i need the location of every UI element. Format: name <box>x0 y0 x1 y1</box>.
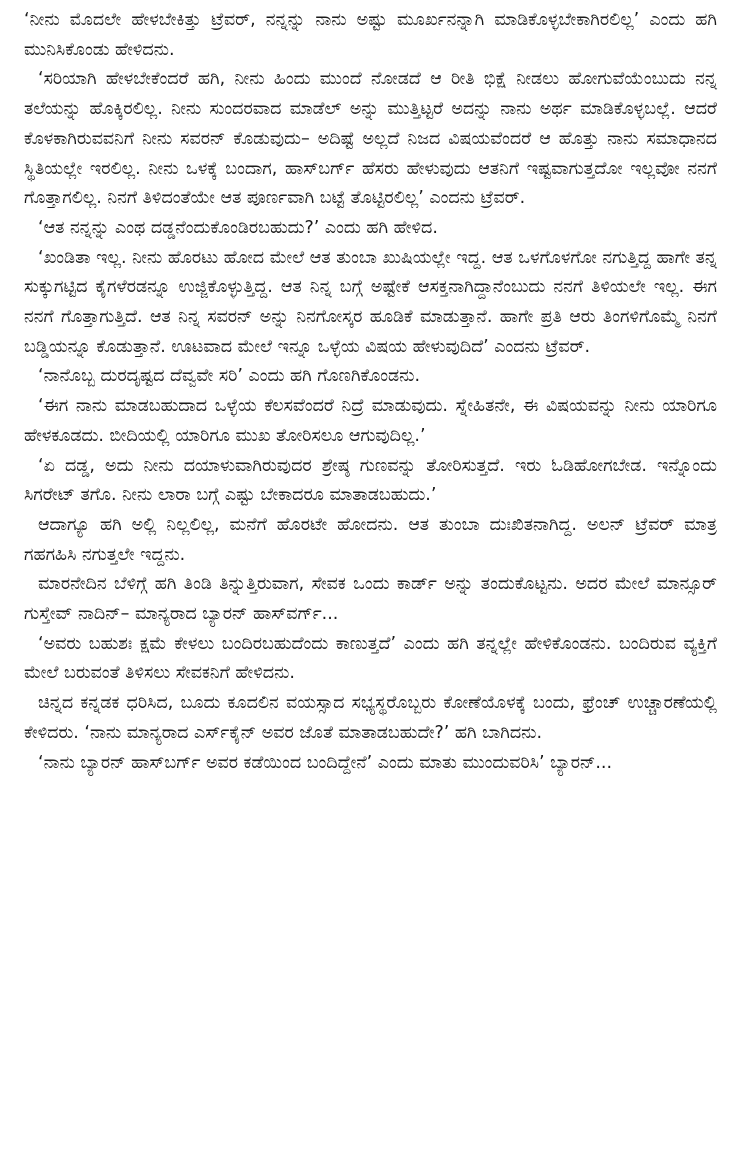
paragraph-6: ‘ಈಗ ನಾನು ಮಾಡಬಹುದಾದ ಒಳ್ಳೆಯ ಕೆಲಸವೆಂದರೆ ನಿದ್ರೆ ಮಾಡುವುದು. ಸ್ನೇಹಿತನೇ, ಈ ವಿಷಯವನ್ನು ನೀನು ಯಾರಿಗೂ ಹೇಳಕೂಡದು. ಬೀದಿಯಲ್ಲಿ ಯಾರಿಗೂ ಮುಖ ತೋರಿಸಲೂ ಆಗುವುದಿಲ್ಲ.’ <box>24 396 717 446</box>
paragraph-11: ಚಿನ್ನದ ಕನ್ನಡಕ ಧರಿಸಿದ, ಬೂದು ಕೂದಲಿನ ವಯಸ್ಸಾದ ಸಭ್ಯಸ್ಥರೊಬ್ಬರು ಕೋಣೆಯೊಳಕ್ಕೆ ಬಂದು, ಫ್ರೆಂಚ್ ಉಚ್ಚಾರಣೆಯಲ್ಲಿ ಕೇಳಿದರು. ‘ನಾನು ಮಾನ್ಯರಾದ ಎರ್ಸ್‌ಕೈನ್ ಅವರ ಜೊತೆ ಮಾತಾಡಬಹುದೇ?’ ಹಗಿ ಬಾಗಿದನು. <box>24 693 717 743</box>
paragraph-5: ‘ನಾನೊಬ್ಬ ದುರದೃಷ್ಟದ ದೆವ್ವವೇ ಸರಿ’ ಎಂದು ಹಗಿ ಗೊಣಗಿಕೊಂಡನು. <box>38 366 421 387</box>
paragraph-4: ‘ಖಂಡಿತಾ ಇಲ್ಲ. ನೀನು ಹೊರಟು ಹೋದ ಮೇಲೆ ಆತ ತುಂಬಾ ಖುಷಿಯಲ್ಲೇ ಇದ್ದ. ಆತ ಒಳಗೊಳಗೋ ನಗುತ್ತಿದ್ದ ಹಾಗೇ ತನ್ನ ಸುಕ್ಕುಗಟ್ಟಿದ ಕೈಗಳೆರಡನ್ನೂ ಉಜ್ಜಿಕೊಳ್ಳುತ್ತಿದ್ದ. ಆತ ನಿನ್ನ ಬಗ್ಗೆ ಅಷ್ಟೇಕೆ ಆಸಕ್ತನಾಗಿದ್ದಾನೆಂಬುದು ನನಗೆ ತಿಳಿಯಲೇ ಇಲ್ಲ. ಈಗ ನನಗೆ ಗೊತ್ತಾಗುತ್ತಿದೆ. ಆತ ನಿನ್ನ ಸವರನ್ ಅನ್ನು ನಿನಗೋಸ್ಕರ ಹೂಡಿಕೆ ಮಾಡುತ್ತಾನೆ. ಹಾಗೇ ಪ್ರತಿ ಆರು ತಿಂಗಳಿಗೊಮ್ಮೆ ನಿನಗೆ ಬಡ್ಡಿಯನ್ನೂ ಕೊಡುತ್ತಾನೆ. ಊಟವಾದ ಮೇಲೆ ಇನ್ನೂ ಒಳ್ಳೆಯ ವಿಷಯ ಹೇಳುವುದಿದೆ’ ಎಂದನು ಟ್ರೆವರ್. <box>24 247 717 357</box>
paragraph-3: ‘ಆತ ನನ್ನನ್ನು ಎಂಥ ದಡ್ಡನೆಂದುಕೊಂಡಿರಬಹುದು?’ ಎಂದು ಹಗಿ ಹೇಳಿದ. <box>38 217 438 238</box>
paragraph-8: ಆದಾಗ್ಯೂ ಹಗಿ ಅಲ್ಲಿ ನಿಲ್ಲಲಿಲ್ಲ, ಮನೆಗೆ ಹೊರಟೇ ಹೋದನು. ಆತ ತುಂಬಾ ದುಃಖಿತನಾಗಿದ್ದ. ಅಲನ್ ಟ್ರೆವರ್ ಮಾತ್ರ ಗಹಗಹಿಸಿ ನಗುತ್ತಲೇ ಇದ್ದನು. <box>24 514 717 565</box>
paragraph-10: ‘ಅವರು ಬಹುಶಃ ಕ್ಷಮೆ ಕೇಳಲು ಬಂದಿರಬಹುದೆಂದು ಕಾಣುತ್ತದೆ’ ಎಂದು ಹಗಿ ತನ್ನಲ್ಲೇ ಹೇಳಿಕೊಂಡನು. ಬಂದಿರುವ ವ್ಯಕ್ತಿಗೆ ಮೇಲೆ ಬರುವಂತೆ ತಿಳಿಸಲು ಸೇವಕನಿಗೆ ಹೇಳಿದನು. <box>24 633 717 684</box>
paragraph-2: ‘ಸರಿಯಾಗಿ ಹೇಳಬೇಕೆಂದರೆ ಹಗಿ, ನೀನು ಹಿಂದು ಮುಂದೆ ನೋಡದೆ ಆ ರೀತಿ ಭಿಕ್ಷೆ ನೀಡಲು ಹೋಗುವೆಯೆಂಬುದು ನನ್ನ ತಲೆಯನ್ನು ಹೊಕ್ಕಿರಲಿಲ್ಲ. ನೀನು ಸುಂದರವಾದ ಮಾಡೆಲ್ ಅನ್ನು ಮುತ್ತಿಟ್ಟರೆ ಅದನ್ನು ನಾನು ಅರ್ಥ ಮಾಡಿಕೊಳ್ಳಬಲ್ಲೆ. ಆದರೆ ಕೊಳಕಾಗಿರುವವನಿಗೆ ನೀನು ಸವರನ್ ಕೊಡುವುದು– ಅದಿಷ್ಟೆ ಅಲ್ಲದೆ ನಿಜದ ವಿಷಯವೆಂದರೆ ಆ ಹೊತ್ತು ನಾನು ಸಮಾಧಾನದ ಸ್ಥಿತಿಯಲ್ಲೇ ಇರಲಿಲ್ಲ. ನೀನು ಒಳಕ್ಕೆ ಬಂದಾಗ, ಹಾಸ್‌ಬರ್ಗ್ ಹೆಸರು ಹೇಳುವುದು ಆತನಿಗೆ ಇಷ್ಟವಾಗುತ್ತದೋ ಇಲ್ಲವೋ ನನಗೆ ಗೊತ್ತಾಗಲಿಲ್ಲ. ನಿನಗೆ ತಿಳಿದಂತೆಯೇ ಆತ ಪೂರ್ಣವಾಗಿ ಬಟ್ಟೆ ತೊಟ್ಟಿರಲಿಲ್ಲ’ ಎಂದನು ಟ್ರೆವರ್. <box>24 69 717 209</box>
paragraph-12: ‘ನಾನು ಬ್ಯಾರನ್ ಹಾಸ್‌ಬರ್ಗ್ ಅವರ ಕಡೆಯಿಂದ ಬಂದಿದ್ದೇನೆ’ ಎಂದು ಮಾತು ಮುಂದುವರಿಸಿ’ ಬ್ಯಾರನ್... <box>38 752 613 773</box>
paragraph-9: ಮಾರನೇದಿನ ಬೆಳಿಗ್ಗೆ ಹಗಿ ತಿಂಡಿ ತಿನ್ನುತ್ತಿರುವಾಗ, ಸೇವಕ ಒಂದು ಕಾರ್ಡ್ ಅನ್ನು ತಂದುಕೊಟ್ಟನು. ಅದರ ಮೇಲೆ ಮಾನ್ಸೂರ್ ಗುಸ್ತೇವ್ ನಾದಿನ್– ಮಾನ್ಯರಾದ ಬ್ಯಾರನ್ ಹಾಸ್‌ವರ್ಗ್... <box>24 574 717 625</box>
paragraph-1: ‘ನೀನು ಮೊದಲೇ ಹೇಳಬೇಕಿತ್ತು ಟ್ರೆವರ್, ನನ್ನನ್ನು ನಾನು ಅಷ್ಟು ಮೂರ್ಖನನ್ನಾಗಿ ಮಾಡಿಕೊಳ್ಳಬೇಕಾಗಿರಲಿಲ್ಲ’ ಎಂದು ಹಗಿ ಮುನಿಸಿಕೊಂಡು ಹೇಳಿದನು. <box>24 10 717 60</box>
paragraph-7: ‘ಏ ದಡ್ಡ, ಅದು ನೀನು ದಯಾಳುವಾಗಿರುವುದರ ಶ್ರೇಷ್ಠ ಗುಣವನ್ನು ತೋರಿಸುತ್ತದೆ. ಇರು ಓಡಿಹೋಗಬೇಡ. ಇನ್ನೊಂದು ಸಿಗರೇಟ್ ತಗೊ. ನೀನು ಲಾರಾ ಬಗ್ಗೆ ಎಷ್ಟು ಬೇಕಾದರೂ ಮಾತಾಡಬಹುದು.’ <box>24 455 717 506</box>
